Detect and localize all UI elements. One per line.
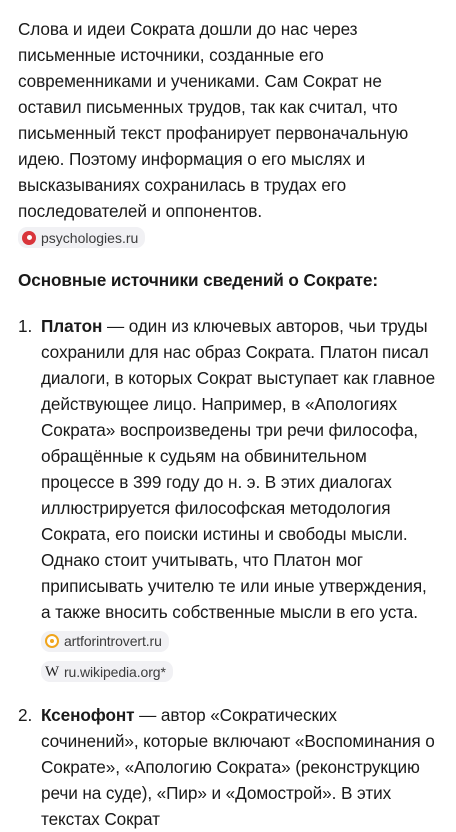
list-number: 2. <box>18 704 33 725</box>
source-label: artforintrovert.ru <box>64 633 162 649</box>
list-item <box>18 313 438 684</box>
item-title: Платон <box>41 316 103 336</box>
source-chip-artforintrovert[interactable] <box>41 631 169 652</box>
item-text: — один из ключевых авторов, чьи труды сохранили для нас образ Сократа. Платон писал диалоги, в которых Сократ выступает как главное действующее лицо. Например, в «Апологиях Сократа» воспроизведены три речи философа, обращённые к судьям на обвинительном процессе в 399 году до н. э. В этих диалогах иллюстрируется философская методология Сократа, его поиски истины и свободы мысли. Однако стоит учитывать, что Платон мог приписывать учителю те или иные утверждения, а также вносить собственные мысли в его уста. <box>41 316 436 622</box>
item-title: Ксенофонт <box>41 704 135 725</box>
artforintrovert-icon <box>45 634 59 648</box>
list-item <box>18 702 438 832</box>
source-label: ru.wikipedia.org* <box>64 663 166 680</box>
wikipedia-icon: W <box>44 663 60 680</box>
sources-list <box>18 313 438 832</box>
section-heading: Основные источники сведений о Сократе: <box>18 270 378 290</box>
source-chip-wikipedia[interactable] <box>41 661 173 682</box>
intro-text: Слова и идеи Сократа дошли до нас через письменные источники, созданные его современниками и учениками. Сам Сократ не оставил письменных трудов, так как считал, что письменный текст профанирует первоначальную идею. Поэтому информация о его мыслях и высказываниях сохранилась в трудах его последователей и оппонентов. <box>18 19 409 221</box>
source-label: psychologies.ru <box>41 229 139 246</box>
item-text: — автор «Сократических сочинений», которые включают «Воспоминания о Сократе», «Апологию Сократа» (реконструкцию речи на суде), «Пир» и «Домострой». В этих текстах Сократ <box>41 704 435 829</box>
source-chip-psychologies[interactable] <box>18 227 145 248</box>
psychologies-icon <box>22 231 36 245</box>
list-number: 1. <box>18 316 33 336</box>
intro-paragraph <box>18 16 438 224</box>
